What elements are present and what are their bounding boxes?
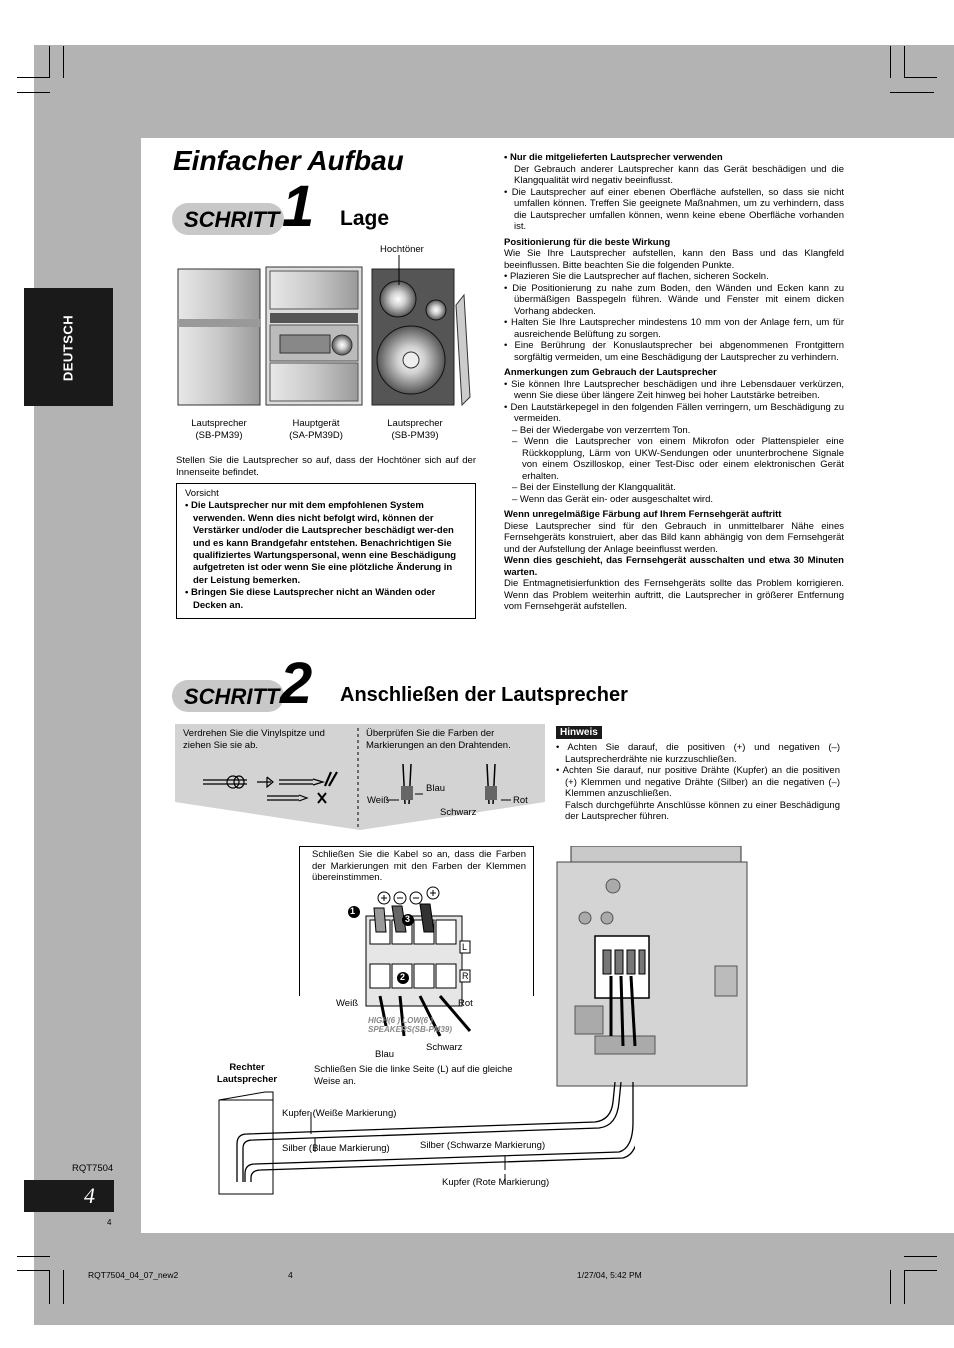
right-speaker-label: Rechter Lautsprecher bbox=[216, 1062, 278, 1085]
tv-color-text: Diese Lautsprecher sind für den Gebrauch in unmittelbarer Nähe eines Fernsehgeräts konstruiert, aber das Bild kann abhängig von dem Fernsehgerät und der Aufstellung der Anlage beeinflusst werden. bbox=[504, 520, 844, 555]
wire-label-rot: Rot bbox=[513, 795, 528, 806]
hint-label: Hinweis bbox=[556, 726, 602, 739]
page-title: Einfacher Aufbau bbox=[173, 145, 404, 176]
usage-dash-item: – Wenn die Lautsprecher von einem Mikrofon oder Plattenspieler eine Rückkopplung, Lärm von UKW-Sendungen oder ununterbrochene Signale von einem Oszilloskop, einer Test-Disc oder einem elektronischen Gerät erhalten. bbox=[512, 436, 844, 482]
speaker-use-title: • Nur die mitgelieferten Lautsprecher verwenden bbox=[504, 152, 723, 163]
hint-bullet: • Achten Sie darauf, nur positive Drähte (Kupfer) an die positiven (+) Klemmen und negative Drähte (Silber) an die negativen (–) Klemmen anzuschließen. bbox=[556, 765, 840, 799]
positioning-bullet: • Plazieren Sie die Lautsprecher auf flachen, sicheren Sockeln. bbox=[504, 271, 769, 282]
usage-dash-item: – Bei der Wiedergabe von verzerrtem Ton. bbox=[512, 424, 691, 436]
strip-instruction: Verdrehen Sie die Vinylspitze und ziehen Sie sie ab. bbox=[183, 728, 325, 751]
right-column-text bbox=[504, 152, 844, 613]
caution-title: Vorsicht bbox=[185, 488, 219, 499]
usage-dash-item: – Wenn das Gerät ein- oder ausgeschaltet wird. bbox=[512, 493, 714, 505]
caption-left-speaker: Lautsprecher (SB-PM39) bbox=[191, 418, 247, 441]
positioning-bullet: • Die Positionierung zu nahe zum Boden, den Wänden und Ecken kann zu übermäßigen Basspegeln führen. Wände und Fenster mit einem dicken Vorhang abdecken. bbox=[504, 282, 844, 317]
step2-number: 2 bbox=[280, 651, 313, 716]
placement-note: Stellen Sie die Lautsprecher so auf, dass der Hochtöner sich auf der Innenseite befindet. bbox=[176, 455, 476, 478]
footer-date: 1/27/04, 5:42 PM bbox=[577, 1270, 642, 1280]
cable-label-kupfer-rot: Kupfer (Rote Markierung) bbox=[442, 1177, 550, 1188]
caption-main-unit: Hauptgerät (SA-PM39D) bbox=[289, 418, 343, 441]
tv-color-text-2: Die Entmagnetisierfunktion des Fernsehgeräts sollte das Problem korrigieren. Wenn das Problem weiterhin auftritt, die Lautsprecher in größerer Entfernung vom Fernsehgerät aufstellen. bbox=[504, 578, 844, 612]
step-marker-1: 1 bbox=[350, 906, 356, 916]
step1-number: 1 bbox=[282, 174, 315, 239]
caption-right-speaker: Lautsprecher (SB-PM39) bbox=[387, 418, 443, 441]
speakers-terminal-label: HIGH(6 ) LOW(6 ) SPEAKERS(SB-PM39) bbox=[368, 1016, 453, 1034]
hint-text bbox=[556, 742, 840, 823]
page-number-box: 4 bbox=[24, 1180, 114, 1212]
hint-bullet: Falsch durchgeführte Anschlüsse können zu einer Beschädigung der Lautsprecher führen. bbox=[565, 799, 840, 822]
left-side-instruction: Schließen Sie die linke Seite (L) auf die gleiche Weise an. bbox=[314, 1064, 513, 1087]
tweeter-label: Hochtöner bbox=[380, 244, 424, 255]
caution-bullet-2: • Bringen Sie diese Lautsprecher nicht an Wänden oder Decken an. bbox=[185, 587, 436, 611]
terminal-label-rot: Rot bbox=[458, 998, 473, 1009]
terminal-label-schwarz: Schwarz bbox=[426, 1042, 463, 1053]
speaker-surface-text: • Die Lautsprecher auf einer ebenen Oberfläche aufstellen, so dass sie nicht umfallen können. Treffen Sie geeignete Maßnahmen, um zu verhindern, dass die Lautsprecher umfallen können, wenn keine ebene Oberfläche vorhanden ist. bbox=[504, 186, 844, 232]
cable-label-kupfer-weiss: Kupfer (Weiße Markierung) bbox=[282, 1108, 397, 1119]
step2-label: SCHRITT bbox=[184, 684, 280, 709]
step1-label: SCHRITT bbox=[184, 207, 280, 232]
terminal-label-l: L bbox=[462, 942, 468, 952]
footer-page: 4 bbox=[288, 1270, 293, 1280]
usage-dash-item: – Bei der Einstellung der Klangqualität. bbox=[512, 482, 676, 493]
tv-color-action: Wenn dies geschieht, das Fernsehgerät ausschalten und etwa 30 Minuten warten. bbox=[504, 555, 844, 578]
positioning-intro: Wie Sie Ihre Lautsprecher aufstellen, kann den Bass und das Klangfeld beeinflussen. Bitte beachten Sie die folgenden Punkte. bbox=[504, 248, 844, 271]
wire-label-blau: Blau bbox=[426, 783, 446, 794]
usage-notes-title: Anmerkungen zum Gebrauch der Lautsprecher bbox=[504, 367, 717, 378]
positioning-bullet: • Eine Berührung der Konuslautsprecher bei abgenommenen Frontgittern sorgfältig vermeiden, um eine Beschädigung der Lautsprecher zu verhindern. bbox=[504, 340, 844, 363]
speaker-use-text: Der Gebrauch anderer Lautsprecher kann das Gerät beschädigen und die Klangqualität wird negativ beeinflusst. bbox=[514, 163, 844, 186]
caution-box bbox=[176, 483, 476, 619]
language-tab: DEUTSCH bbox=[24, 288, 113, 406]
system-illustration bbox=[174, 255, 474, 415]
model-number: RQT7504 bbox=[72, 1163, 114, 1174]
usage-bullet: • Sie können Ihre Lautsprecher beschädigen und ihre Lebensdauer verkürzen, wenn Sie diese über längere Zeit hinweg bei hoher Lautstärke betreiben. bbox=[504, 378, 844, 401]
main-unit-rear-panel bbox=[545, 846, 755, 1096]
caution-bullet-1: • Die Lautsprecher nur mit dem empfohlenen System verwenden. Wenn dies nicht befolgt wird, können der Verstärker und/oder die Lautsprecher beschädigt wer-den und es kann Brandgefahr entstehen. Benachrichtigen Sie qualifiziertes Wartungspersonal, wenn eine Beschädigung aufgetreten ist oder wenn Sie eine plötzliche Änderung in der Leistung bemerken. bbox=[185, 500, 457, 586]
cable-label-silber-schwarz: Silber (Schwarze Markierung) bbox=[420, 1140, 546, 1151]
wire-label-weiss: Weiß bbox=[367, 795, 389, 806]
terminal-label-blau: Blau bbox=[375, 1049, 395, 1060]
wire-label-schwarz: Schwarz bbox=[440, 807, 477, 818]
color-check-instruction: Überprüfen Sie die Farben der Markierungen an den Drahtenden. bbox=[366, 728, 511, 751]
terminal-label-weiss: Weiß bbox=[336, 998, 358, 1009]
terminal-label-r: R bbox=[462, 971, 469, 981]
tv-color-title: Wenn unregelmäßige Färbung auf Ihrem Fernsehgerät auftritt bbox=[504, 509, 782, 520]
step1-heading: Lage bbox=[340, 207, 390, 230]
positioning-bullet: • Halten Sie Ihre Lautsprecher mindestens 10 mm von der Anlage fern, um für ausreichende Belüftung zu sorgen. bbox=[504, 317, 844, 340]
footer-filename: RQT7504_04_07_new2 bbox=[88, 1270, 179, 1280]
positioning-title: Positionierung für die beste Wirkung bbox=[504, 236, 671, 248]
usage-bullet: • Den Lautstärkepegel in den folgenden Fällen verringern, um Beschädigung zu vermeiden. bbox=[504, 401, 844, 424]
connect-instruction: Schließen Sie die Kabel so an, dass die Farben der Markierungen mit den Farben der Klemmen übereinstimmen. bbox=[312, 849, 526, 883]
step-marker-3: 3 bbox=[405, 914, 411, 924]
step2-heading: Anschließen der Lautsprecher bbox=[340, 684, 628, 706]
cable-label-silber-blau: Silber (Blaue Markierung) bbox=[282, 1143, 390, 1154]
page-number-small: 4 bbox=[107, 1218, 112, 1227]
step-marker-2: 2 bbox=[400, 972, 406, 982]
hint-bullet: • Achten Sie darauf, die positiven (+) und negativen (–) Lautsprecherdrähte nie kurzzuschließen. bbox=[556, 742, 840, 765]
